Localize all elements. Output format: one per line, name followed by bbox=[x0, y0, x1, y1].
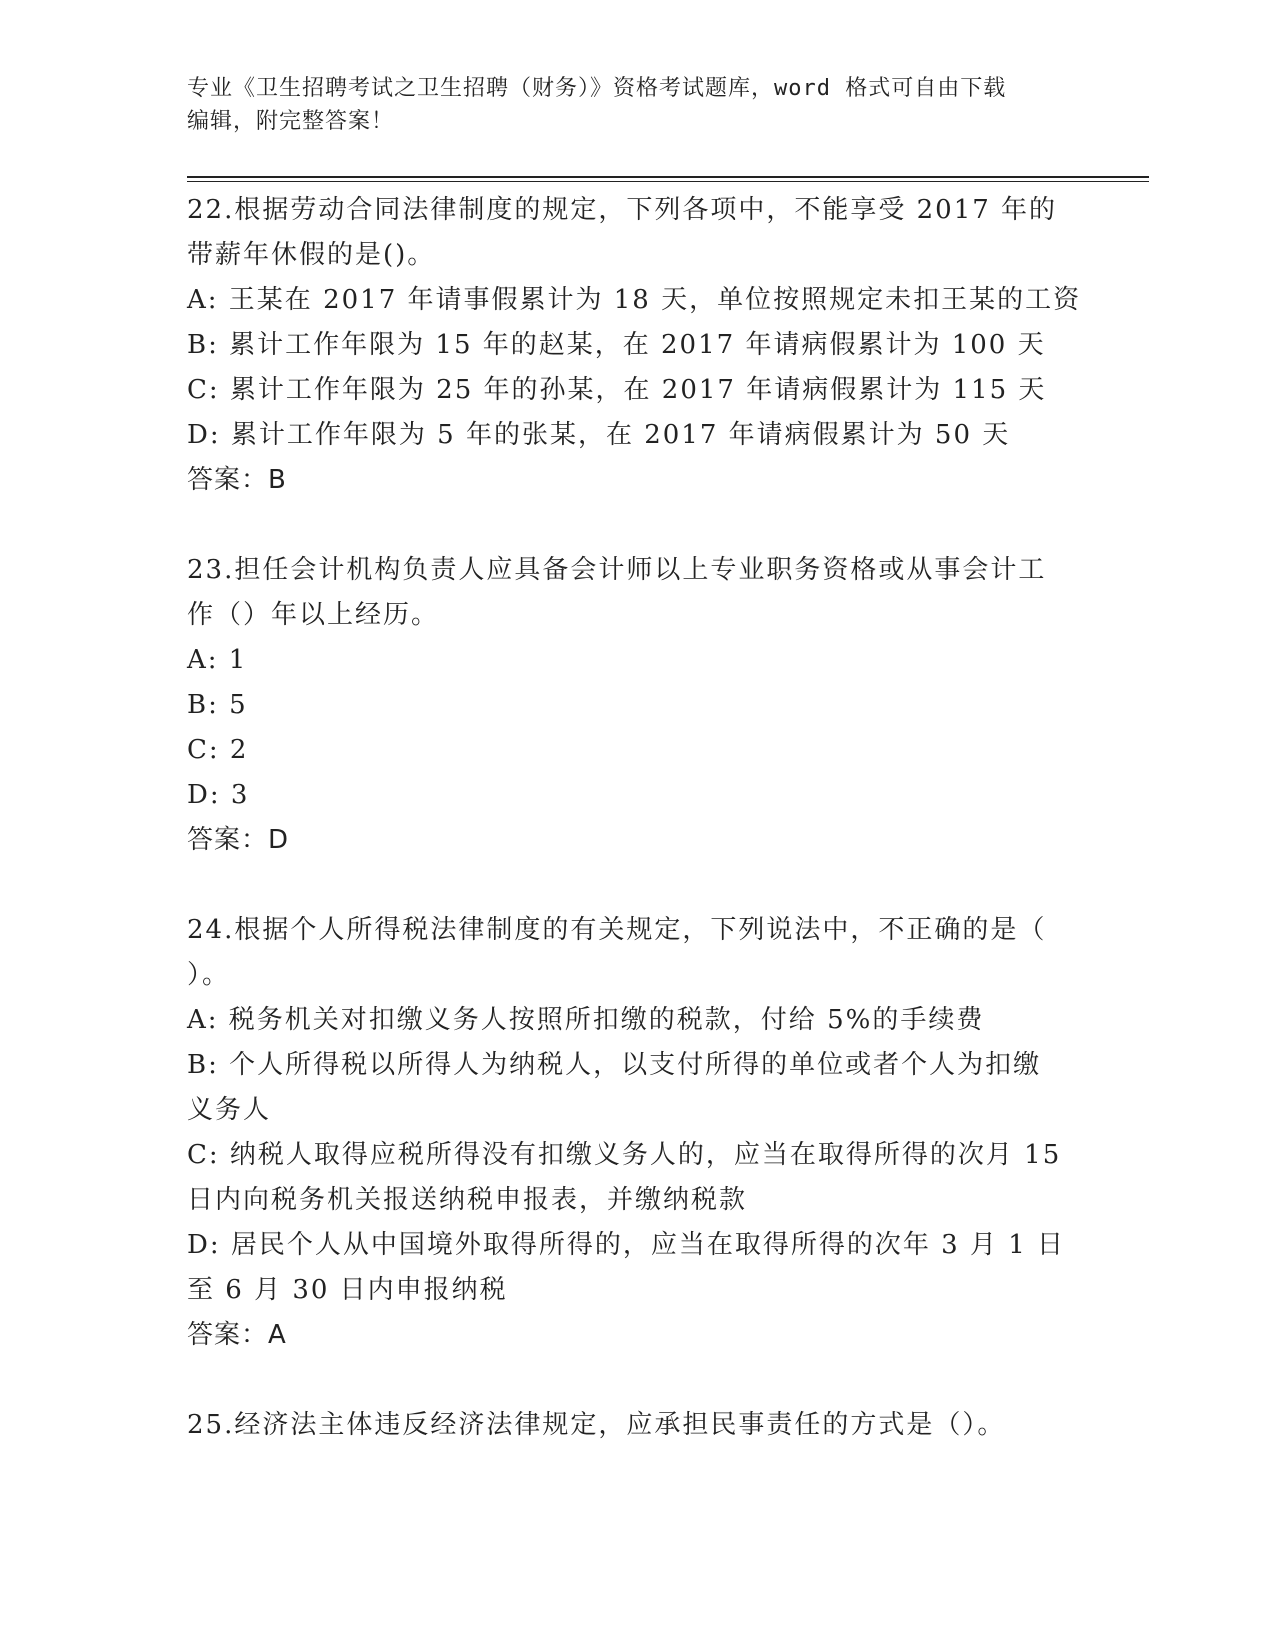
question-stem-line: 带薪年休假的是()。 bbox=[187, 240, 436, 270]
option-a: A: 王某在 2017 年请事假累计为 18 天，单位按照规定未扣王某的工资 bbox=[187, 285, 1082, 315]
option-a: A: 税务机关对扣缴义务人按照所扣缴的税款，付给 5%的手续费 bbox=[187, 1005, 985, 1035]
question-list bbox=[187, 188, 1087, 1448]
spacer bbox=[187, 863, 1087, 908]
spacer bbox=[187, 503, 1087, 548]
option-d: D: 3 bbox=[187, 780, 250, 810]
header-divider-thin bbox=[187, 181, 1149, 182]
option-a: A: 1 bbox=[187, 645, 248, 675]
question-stem-line: 作（）年以上经历。 bbox=[187, 600, 440, 630]
question-22 bbox=[187, 188, 1087, 503]
answer-label: 答案：A bbox=[187, 1320, 287, 1350]
option-b-continued: 义务人 bbox=[187, 1095, 272, 1125]
question-stem-line: 25.经济法主体违反经济法律规定，应承担民事责任的方式是（）。 bbox=[187, 1410, 1006, 1440]
question-stem-line: 23.担任会计机构负责人应具备会计师以上专业职务资格或从事会计工 bbox=[187, 555, 1047, 585]
option-d-continued: 至 6 月 30 日内申报纳税 bbox=[187, 1275, 508, 1305]
question-stem-line: ）。 bbox=[187, 960, 231, 990]
question-stem-line: 24.根据个人所得税法律制度的有关规定，下列说法中，不正确的是（ bbox=[187, 915, 1047, 945]
header-line: 专业《卫生招聘考试之卫生招聘（财务）》资格考试题库，word 格式可自由下载 bbox=[187, 76, 1007, 101]
question-23 bbox=[187, 548, 1087, 863]
answer-label: 答案：D bbox=[187, 825, 290, 855]
question-stem-line: 22.根据劳动合同法律制度的规定，下列各项中，不能享受 2017 年的 bbox=[187, 195, 1058, 225]
option-c-continued: 日内向税务机关报送纳税申报表，并缴纳税款 bbox=[187, 1185, 748, 1215]
option-d: D: 累计工作年限为 5 年的张某，在 2017 年请病假累计为 50 天 bbox=[187, 420, 1011, 450]
question-24 bbox=[187, 908, 1087, 1358]
option-d: D: 居民个人从中国境外取得所得的，应当在取得所得的次年 3 月 1 日 bbox=[187, 1230, 1066, 1260]
header-line: 编辑，附完整答案！ bbox=[187, 109, 395, 134]
option-b: B: 累计工作年限为 15 年的赵某，在 2017 年请病假累计为 100 天 bbox=[187, 330, 1046, 360]
question-25 bbox=[187, 1403, 1087, 1448]
option-c: C: 纳税人取得应税所得没有扣缴义务人的，应当在取得所得的次月 15 bbox=[187, 1140, 1062, 1170]
option-b: B: 5 bbox=[187, 690, 248, 720]
header-divider-thick bbox=[187, 176, 1149, 178]
answer-label: 答案：B bbox=[187, 465, 287, 495]
option-b: B: 个人所得税以所得人为纳税人，以支付所得的单位或者个人为扣缴 bbox=[187, 1050, 1042, 1080]
spacer bbox=[187, 1358, 1087, 1403]
option-c: C: 2 bbox=[187, 735, 249, 765]
option-c: C: 累计工作年限为 25 年的孙某，在 2017 年请病假累计为 115 天 bbox=[187, 375, 1047, 405]
document-header bbox=[187, 72, 1087, 138]
